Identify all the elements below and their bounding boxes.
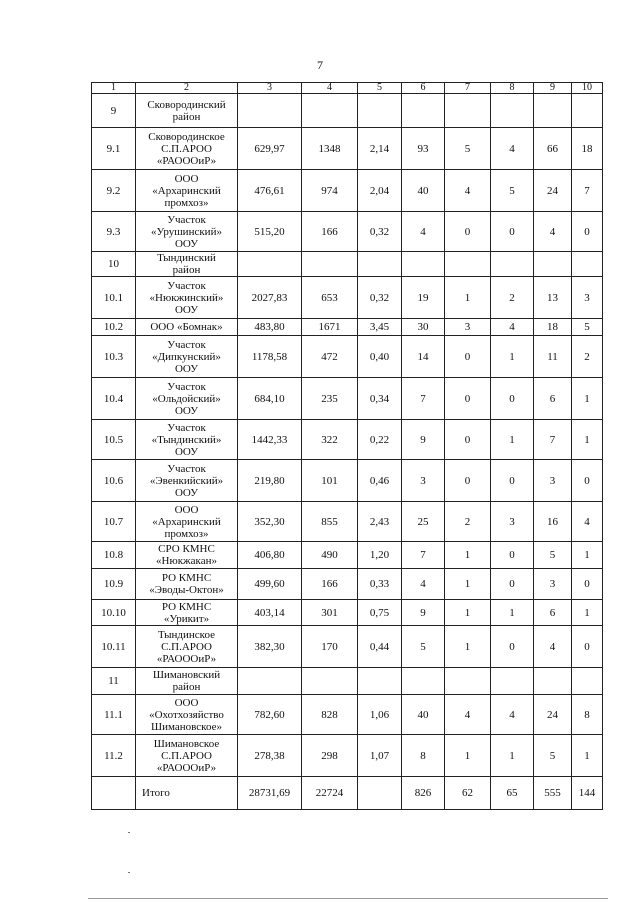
scan-speck [128,832,130,833]
row-number-cell: 9.1 [92,128,136,170]
value-cell: 0 [572,626,603,668]
value-cell: 322 [302,420,358,460]
total-value-cell: 28731,69 [238,777,302,810]
value-cell: 1 [491,420,534,460]
value-cell: 18 [572,128,603,170]
value-cell [302,668,358,695]
value-cell: 3 [445,319,491,336]
value-cell: 5 [445,128,491,170]
value-cell: 4 [491,695,534,735]
name-cell: ООО «Архаринский промхоз» [136,170,238,212]
value-cell: 278,38 [238,735,302,777]
value-cell [358,94,402,128]
value-cell: 2 [445,502,491,542]
value-cell: 1 [445,277,491,319]
value-cell: 1 [445,626,491,668]
value-cell: 382,30 [238,626,302,668]
value-cell: 1178,58 [238,336,302,378]
row-number-cell: 9.3 [92,212,136,252]
total-label: Итого [136,777,238,810]
header-cell: 10 [572,83,603,94]
value-cell: 2,14 [358,128,402,170]
name-cell: Участок «Дипкунский» ООУ [136,336,238,378]
name-cell: Шимановское С.П.АРОО «РАОООиР» [136,735,238,777]
value-cell [491,668,534,695]
header-cell: 1 [92,83,136,94]
value-cell: 684,10 [238,378,302,420]
value-cell: 4 [402,212,445,252]
value-cell: 0 [445,336,491,378]
row-number-cell: 10.4 [92,378,136,420]
name-cell: Участок «Тындинский» ООУ [136,420,238,460]
value-cell: 2,04 [358,170,402,212]
value-cell: 9 [402,420,445,460]
table-row [92,695,603,735]
row-number-cell: 10.8 [92,542,136,569]
value-cell [302,94,358,128]
table-row [92,420,603,460]
value-cell [534,94,572,128]
value-cell: 0,34 [358,378,402,420]
value-cell: 3 [491,502,534,542]
value-cell: 101 [302,460,358,502]
value-cell: 0 [491,212,534,252]
value-cell: 1442,33 [238,420,302,460]
value-cell: 4 [491,319,534,336]
value-cell [534,668,572,695]
value-cell [238,252,302,277]
header-cell: 9 [534,83,572,94]
value-cell: 24 [534,170,572,212]
value-cell: 3 [572,277,603,319]
row-number-cell: 10.10 [92,600,136,626]
row-number-cell: 10.11 [92,626,136,668]
value-cell: 4 [491,128,534,170]
value-cell: 0,75 [358,600,402,626]
value-cell: 6 [534,600,572,626]
value-cell: 3 [534,569,572,600]
value-cell [445,94,491,128]
value-cell: 40 [402,170,445,212]
name-cell: РО КМНС «Урикит» [136,600,238,626]
value-cell: 166 [302,569,358,600]
name-cell: Шимановский район [136,668,238,695]
value-cell [238,94,302,128]
value-cell: 490 [302,542,358,569]
name-cell: Участок «Нюкжинский» ООУ [136,277,238,319]
value-cell: 0 [491,569,534,600]
value-cell: 4 [572,502,603,542]
value-cell [534,252,572,277]
scan-speck [128,872,130,873]
value-cell: 4 [534,212,572,252]
value-cell: 4 [402,569,445,600]
value-cell: 1 [491,336,534,378]
table-row [92,460,603,502]
name-cell: Тындинское С.П.АРОО «РАОООиР» [136,626,238,668]
value-cell [445,252,491,277]
value-cell: 1 [572,600,603,626]
row-number-cell: 10.1 [92,277,136,319]
table-row [92,319,603,336]
table-row [92,542,603,569]
name-cell: СРО КМНС «Нюкжакан» [136,542,238,569]
value-cell: 0,22 [358,420,402,460]
value-cell: 0 [491,626,534,668]
value-cell: 0 [491,460,534,502]
table-row [92,170,603,212]
value-cell [445,668,491,695]
value-cell: 170 [302,626,358,668]
value-cell: 0 [572,569,603,600]
value-cell: 483,80 [238,319,302,336]
value-cell: 5 [402,626,445,668]
value-cell [572,94,603,128]
value-cell: 0 [445,212,491,252]
table-row [92,94,603,128]
value-cell: 5 [534,542,572,569]
value-cell: 499,60 [238,569,302,600]
value-cell: 14 [402,336,445,378]
header-cell: 4 [302,83,358,94]
value-cell: 3,45 [358,319,402,336]
table-row [92,668,603,695]
value-cell: 0,32 [358,277,402,319]
value-cell: 30 [402,319,445,336]
value-cell: 4 [534,626,572,668]
value-cell: 1 [445,569,491,600]
value-cell: 0,44 [358,626,402,668]
value-cell: 406,80 [238,542,302,569]
name-cell: Тындинский район [136,252,238,277]
value-cell: 352,30 [238,502,302,542]
value-cell: 7 [572,170,603,212]
value-cell: 0,46 [358,460,402,502]
name-cell: РО КМНС «Эводы-Октон» [136,569,238,600]
value-cell: 93 [402,128,445,170]
value-cell: 19 [402,277,445,319]
value-cell: 1,06 [358,695,402,735]
name-cell: Участок «Эвенкийский» ООУ [136,460,238,502]
value-cell: 0,40 [358,336,402,378]
value-cell: 1 [491,735,534,777]
value-cell: 8 [402,735,445,777]
row-number-cell: 10.3 [92,336,136,378]
value-cell: 2 [572,336,603,378]
value-cell: 25 [402,502,445,542]
value-cell: 0 [445,420,491,460]
table-row [92,128,603,170]
value-cell [402,668,445,695]
name-cell: ООО «Охотхозяйство Шимановское» [136,695,238,735]
value-cell [491,252,534,277]
total-value-cell: 555 [534,777,572,810]
value-cell: 5 [572,319,603,336]
header-cell: 2 [136,83,238,94]
row-number-cell: 10.6 [92,460,136,502]
value-cell: 40 [402,695,445,735]
table-row [92,212,603,252]
value-cell: 0 [491,378,534,420]
value-cell: 1 [572,735,603,777]
table-row [92,569,603,600]
value-cell: 782,60 [238,695,302,735]
table-row [92,735,603,777]
value-cell: 2027,83 [238,277,302,319]
value-cell: 5 [534,735,572,777]
value-cell: 1,07 [358,735,402,777]
value-cell [238,668,302,695]
value-cell: 0 [445,460,491,502]
row-number-cell: 10.2 [92,319,136,336]
value-cell: 1,20 [358,542,402,569]
value-cell: 1348 [302,128,358,170]
value-cell: 653 [302,277,358,319]
value-cell: 11 [534,336,572,378]
value-cell: 298 [302,735,358,777]
value-cell: 1671 [302,319,358,336]
row-number-cell: 11 [92,668,136,695]
header-cell: 6 [402,83,445,94]
total-value-cell: 826 [402,777,445,810]
header-cell: 5 [358,83,402,94]
value-cell [572,668,603,695]
name-cell: ООО «Архаринский промхоз» [136,502,238,542]
value-cell: 0,33 [358,569,402,600]
value-cell: 515,20 [238,212,302,252]
value-cell: 629,97 [238,128,302,170]
value-cell: 18 [534,319,572,336]
table-row [92,378,603,420]
row-number-cell: 10.9 [92,569,136,600]
table-row [92,600,603,626]
value-cell: 0 [572,460,603,502]
table-row [92,252,603,277]
value-cell: 16 [534,502,572,542]
header-cell: 8 [491,83,534,94]
page-number: 7 [317,58,323,72]
value-cell: 166 [302,212,358,252]
value-cell: 7 [402,378,445,420]
value-cell: 974 [302,170,358,212]
table-row [92,626,603,668]
value-cell: 5 [491,170,534,212]
table-header-row [92,83,603,94]
header-cell: 3 [238,83,302,94]
table-row [92,336,603,378]
value-cell: 13 [534,277,572,319]
value-cell [402,94,445,128]
value-cell: 1 [445,735,491,777]
value-cell: 301 [302,600,358,626]
value-cell: 0 [572,212,603,252]
value-cell: 8 [572,695,603,735]
row-number-cell: 9 [92,94,136,128]
name-cell: Участок «Ольдойский» ООУ [136,378,238,420]
row-number-cell: 11.1 [92,695,136,735]
value-cell: 4 [445,170,491,212]
name-cell: ООО «Бомнак» [136,319,238,336]
value-cell [491,94,534,128]
value-cell [302,252,358,277]
row-number-cell [92,777,136,810]
value-cell: 1 [572,542,603,569]
row-number-cell: 10.7 [92,502,136,542]
table-row [92,502,603,542]
value-cell: 1 [572,420,603,460]
value-cell: 855 [302,502,358,542]
value-cell: 66 [534,128,572,170]
value-cell [402,252,445,277]
value-cell: 828 [302,695,358,735]
hunting-grounds-table [91,82,603,810]
name-cell: Сковородинское С.П.АРОО «РАОООиР» [136,128,238,170]
total-value-cell: 65 [491,777,534,810]
value-cell: 24 [534,695,572,735]
value-cell: 0 [491,542,534,569]
value-cell: 1 [572,378,603,420]
row-number-cell: 11.2 [92,735,136,777]
name-cell: Сковородинский район [136,94,238,128]
total-value-cell: 62 [445,777,491,810]
value-cell: 3 [402,460,445,502]
value-cell [358,252,402,277]
table-row [92,277,603,319]
value-cell: 3 [534,460,572,502]
value-cell: 235 [302,378,358,420]
value-cell: 472 [302,336,358,378]
value-cell: 403,14 [238,600,302,626]
row-number-cell: 9.2 [92,170,136,212]
value-cell: 7 [402,542,445,569]
value-cell: 476,61 [238,170,302,212]
value-cell: 0,32 [358,212,402,252]
name-cell: Участок «Урушинский» ООУ [136,212,238,252]
value-cell [572,252,603,277]
value-cell: 9 [402,600,445,626]
row-number-cell: 10.5 [92,420,136,460]
total-value-cell: 144 [572,777,603,810]
value-cell: 2,43 [358,502,402,542]
value-cell: 1 [445,542,491,569]
value-cell: 1 [491,600,534,626]
value-cell: 4 [445,695,491,735]
value-cell: 219,80 [238,460,302,502]
total-value-cell [358,777,402,810]
value-cell: 7 [534,420,572,460]
total-value-cell: 22724 [302,777,358,810]
bottom-rule [88,898,608,899]
value-cell [358,668,402,695]
value-cell: 6 [534,378,572,420]
row-number-cell: 10 [92,252,136,277]
header-cell: 7 [445,83,491,94]
value-cell: 0 [445,378,491,420]
value-cell: 1 [445,600,491,626]
value-cell: 2 [491,277,534,319]
total-row [92,777,603,810]
